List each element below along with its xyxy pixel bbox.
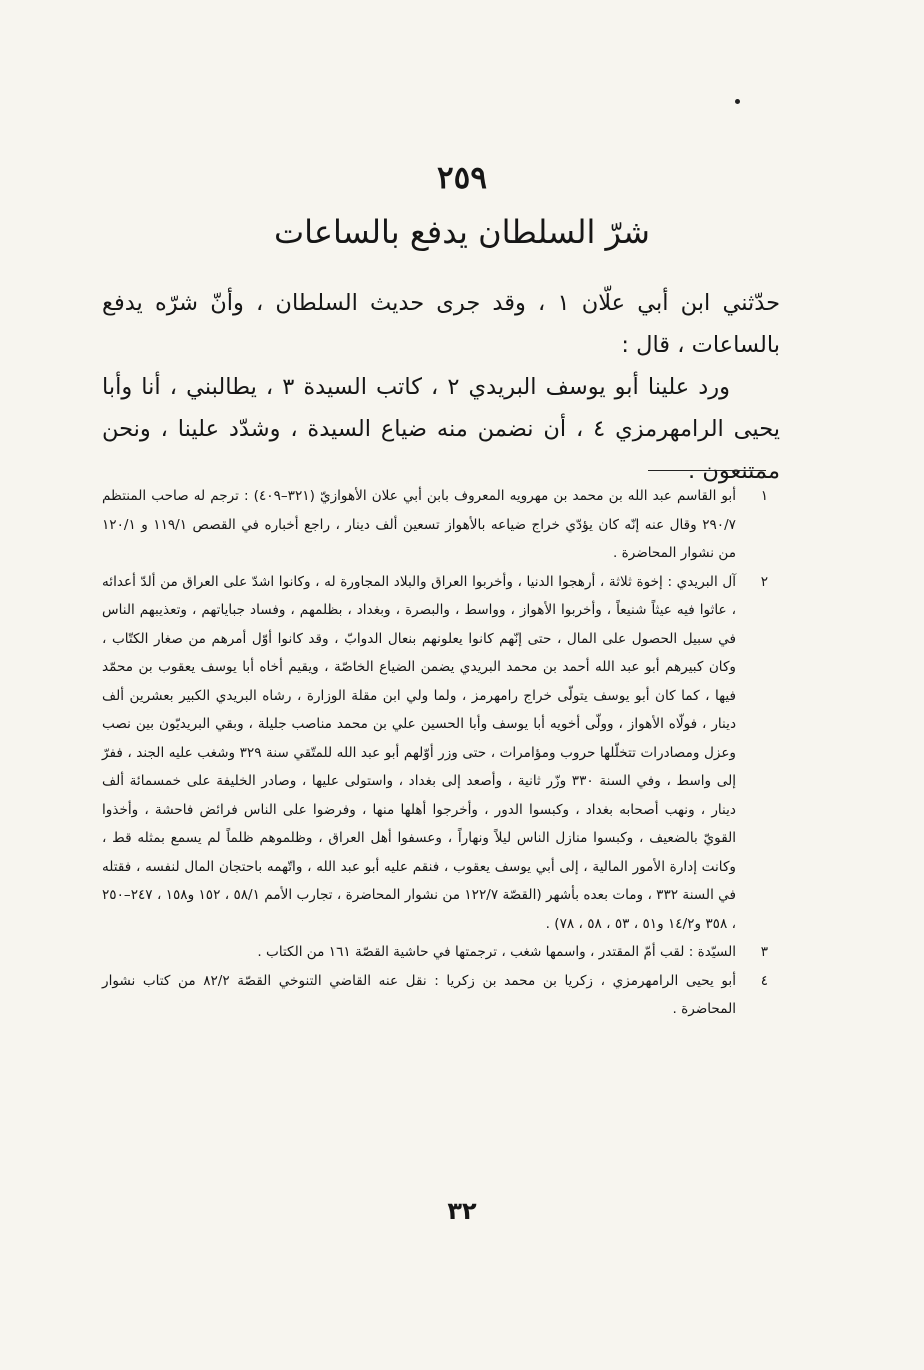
story-body: [102, 282, 780, 492]
body-paragraph: حدّثني ابن أبي علّان ١ ، وقد جرى حديث السلطان ، وأنّ شرّه يدفع بالساعات ، قال :: [102, 290, 781, 358]
page-number: ٣٢: [447, 1197, 477, 1225]
speck-mark: [735, 99, 740, 104]
footnote-number: ٢: [760, 573, 768, 590]
footnote-number: ١: [760, 488, 768, 504]
footnote-separator: [648, 470, 766, 471]
footnote: [102, 938, 776, 967]
footnote: [102, 967, 776, 1024]
footnote-text: أبو القاسم عبد الله بن محمد بن مهرويه المعروف بابن أبي علان الأهوازيّ (٣٢١–٤٠٩) : ترجم له صاحب المنتظم ٢٩٠/٧ وقال عنه إنّه كان يؤدّي خراج ضياعه بالأهواز تسعين ألف دينار ، راجع أخباره في القصص ١١٩/١ و ١٢٠/١ من نشوار المحاضرة .: [102, 488, 736, 561]
body-paragraph: ورد علينا أبو يوسف البريدي ٢ ، كاتب السيدة ٣ ، يطالبني ، أنا وأبا يحيى الرامهرمزي ٤ ، أن نضمن منه ضياع السيدة ، وشدّد علينا ، ونحن ممتنعون .: [102, 374, 780, 484]
footnote-number: ٣: [760, 944, 768, 960]
footnote-text: أبو يحيى الرامهرمزي ، زكريا بن محمد بن زكريا : نقل عنه القاضي التنوخي القصّة ٨٢/٢ من كتاب نشوار المحاضرة .: [102, 972, 736, 1017]
footnote-text: السيّدة : لقب أمّ المقتدر ، واسمها شغب ، ترجمتها في حاشية القصّة ١٦١ من الكتاب .: [257, 944, 736, 960]
footnotes: [102, 482, 776, 1024]
story-title: شرّ السلطان يدفع بالساعات: [274, 213, 650, 251]
footnote: [102, 568, 776, 939]
footnote-text: آل البريدي : إخوة ثلاثة ، أرهجوا الدنيا ، وأخربوا العراق والبلاد المجاورة له ، وكانوا اشدّ على العراق من ألدّ أعدائه ، عاثوا فيه عيثاً شنيعاً ، وأخربوا الأهواز ، وواسط ، والبصرة ، وبغداد ، بظلمهم ، وفساد جباياتهم ، وتعذيبهم الناس في سبيل الحصول على المال ، حتى إنّهم كانوا يعلونهم بنعال الدوابّ ، وقد كانوا أوّل أمرهم من صغار الكتّاب ، وكان كبيرهم أبو عبد الله أحمد بن محمد البريدي يضمن الضياع الخاصّة ، ويقيم أخاه أبا يوسف يعقوب بن محمّد فيها ، كما كان أبو يوسف يتولّى خراج رامهرمز ، ولما ولي ابن مقلة الوزارة ، رشاه البريدي الكبير بعشرين ألف دينار ، فولّاه الأهواز ، وولّى أخويه أبا يوسف وأبا الحسين علي بن محمد مناصب جليلة ، وبقي البريديّون بين نصب وعزل ومصادرات تتخلّلها حروب ومؤامرات ، حتى وزر أوّلهم أبو عبد الله للمتّقي سنة ٣٢٩ وشغب عليه الجند ، ففرّ إلى واسط ، وفي السنة ٣٣٠ وزّر ثانية ، وأصعد إلى بغداد ، واستولى عليها ، وصادر الخليفة على خمسمائة ألف دينار ، ونهب أصحابه بغداد ، وكبسوا الدور ، وأخرجوا أهلها منها ، وفرضوا على الناس فرائض فاحشة ، وأخذوا القويّ بالضعيف ، وكبسوا منازل الناس ليلاً ونهاراً ، وعسفوا أهل العراق ، وظلموهم ظلماً لم يسمع بمثله قط ، وكانت إدارة الأمور المالية ، إلى أبي يوسف يعقوب ، فنقم عليه أبو عبد الله ، واتّهمه باحتجان المال لنفسه ، فقتله في السنة ٣٣٢ ، ومات بعده بأشهر (القصّة ١٢٢/٧ من نشوار المحاضرة ، تجارب الأمم ٥٨/١ ، ١٥٢ و١٥٨ ، ٢٤٧–٢٥٠ ، ٣٥٨ و١٤/٢ و٥١ ، ٥٣ ، ٥٨ ، ٧٨) .: [102, 573, 737, 932]
story-number: ٢٥٩: [437, 160, 487, 196]
footnote: [102, 482, 776, 568]
footnote-number: ٤: [760, 972, 768, 989]
